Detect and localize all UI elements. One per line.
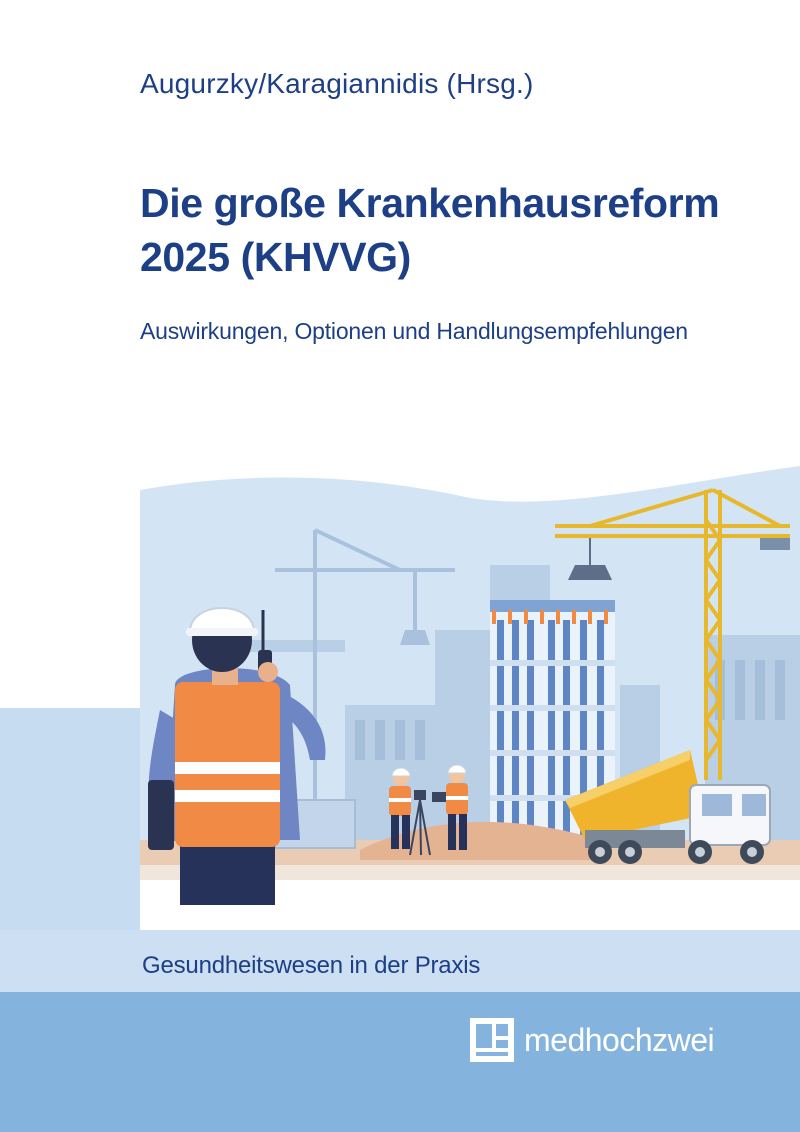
left-band — [0, 708, 140, 930]
medhochzwei-logo-icon — [470, 1018, 514, 1062]
book-authors: Augurzky/Karagiannidis (Hrsg.) — [140, 68, 534, 99]
publisher-band — [0, 992, 800, 1132]
crane-hook-load — [568, 565, 612, 580]
publisher-logo — [470, 1018, 714, 1062]
book-title — [140, 176, 719, 284]
construction-site-illustration — [0, 460, 800, 930]
book-title-line-1: Die große Krankenhausreform — [140, 180, 720, 226]
series-title: Gesundheitswesen in der Praxis — [142, 952, 481, 979]
background-crane-hook — [400, 630, 430, 645]
book-title-line-2: 2025 (KHVVG) — [140, 234, 411, 280]
crane-counterweight — [760, 538, 790, 550]
book-subtitle: Auswirkungen, Optionen und Handlungsempfehlungen — [140, 318, 688, 344]
publisher-name: medhochzwei — [524, 1021, 715, 1058]
